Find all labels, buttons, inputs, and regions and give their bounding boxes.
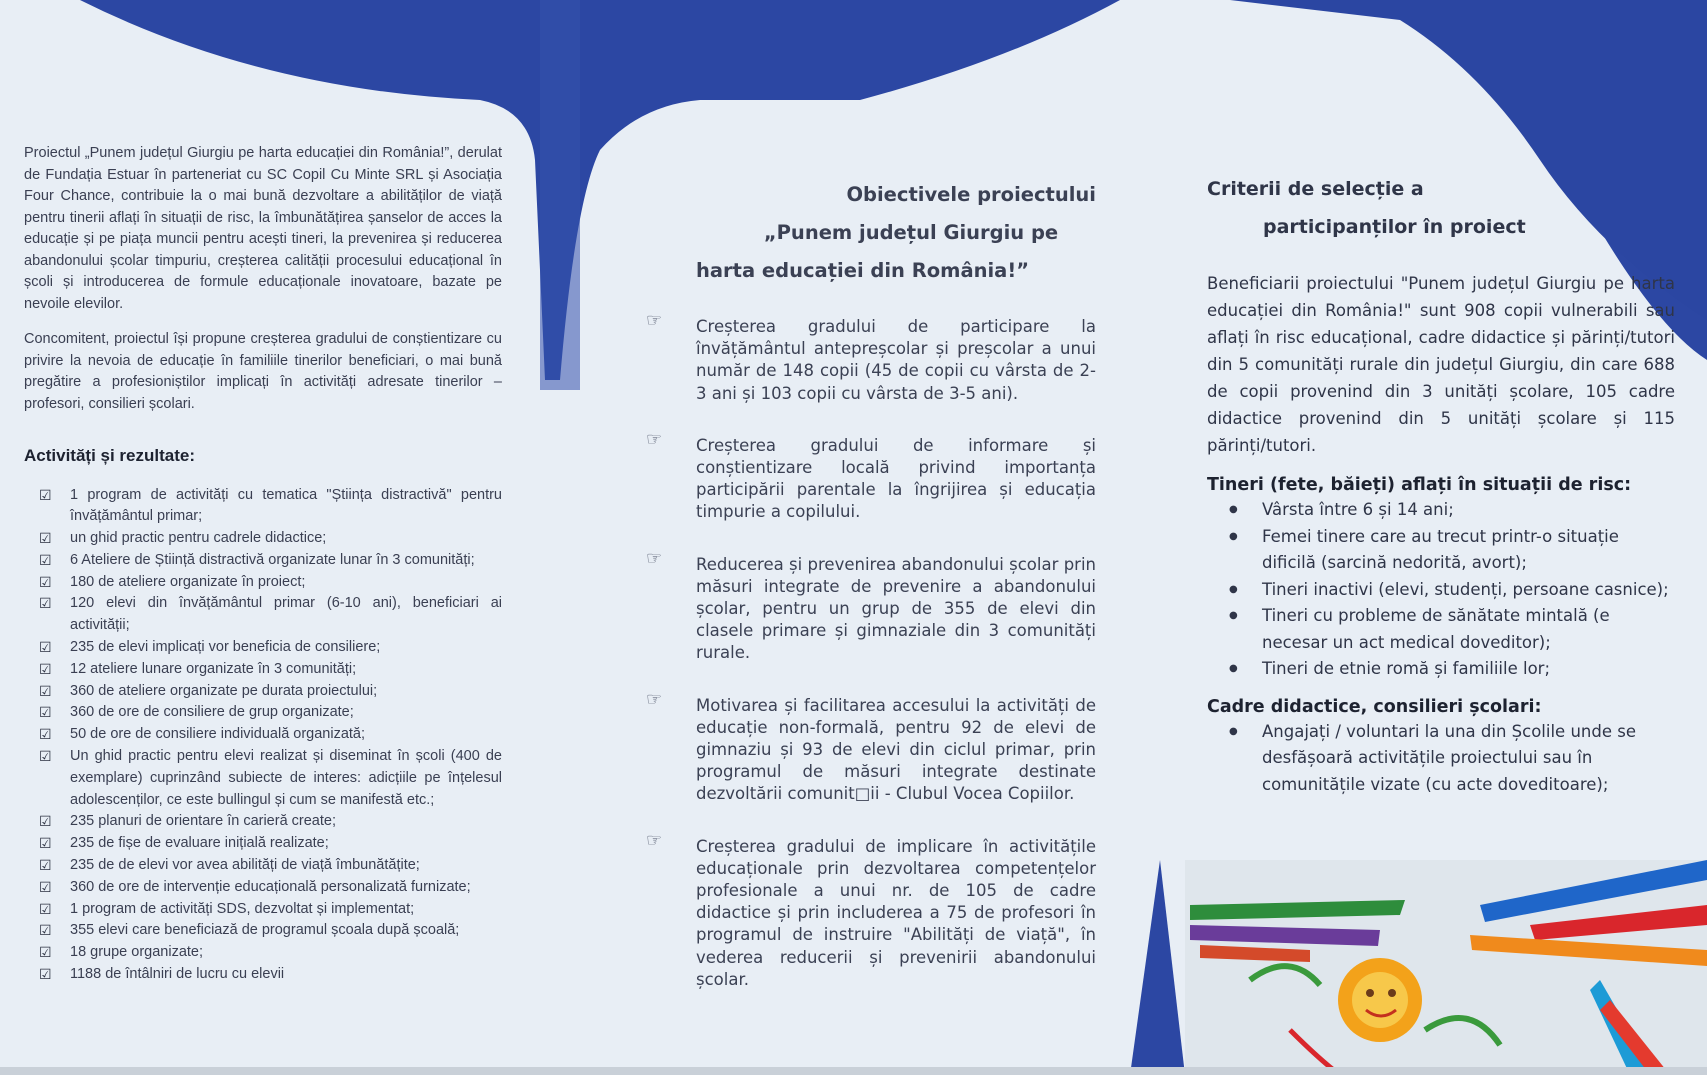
activity-item: ☑ 50 de ore de consiliere individuală organizată; — [24, 724, 502, 746]
activity-item: ☑ 12 ateliere lunare organizate în 3 comunități; — [24, 659, 502, 681]
criteria-title-line2: participanților în proiect — [1263, 216, 1526, 238]
bottom-strip — [0, 1067, 1707, 1075]
checkbox-icon: ☑ — [39, 835, 52, 852]
project-intro: Proiectul „Punem județul Giurgiu pe harta educației din România!”, derulat de Fundația Estuar în parteneriat cu SC Copil Cu Minte SRL și Asociația Four Chance, contribuie la o mai bună dezvoltare a abilităților de viață pentru tinerii aflați în situații de risc, la îmbunătățirea șanselor de acces la educație și pe piața muncii pentru acești tineri, la prevenirea și reducerea abandonului școlar timpuriu, creșterea calității procesului educațional în școli și introducerea de formule educaționale inovatoare, bazate pe nevoile elevilor. — [24, 145, 502, 312]
checkbox-icon: ☑ — [39, 682, 52, 699]
project-concomitent: Concomitent, proiectul își propune creșterea gradului de conștientizare cu privire la nevoia de educație în familiile tinerilor beneficiari, o mai bună pregătire a profesioniștilor implicați în activități adresate tinerilor – profesori, consilieri școlari. — [24, 331, 502, 412]
activity-item: ☑ 6 Ateliere de Știință distractivă organizate lunar în 3 comunități; — [24, 550, 502, 572]
pointing-hand-icon: ☞ — [646, 428, 663, 450]
pointing-hand-icon: ☞ — [646, 547, 663, 569]
activity-item: ☑ 235 de fișe de evaluare inițială realizate; — [24, 833, 502, 855]
activity-item: ☑ 235 de de elevi vor avea abilități de viață îmbunătățite; — [24, 855, 502, 877]
left-panel — [24, 143, 502, 986]
activity-item: ☑ 360 de ateliere organizate pe durata proiectului; — [24, 681, 502, 703]
activities-heading: Activități și rezultate: — [24, 446, 195, 465]
checkbox-icon: ☑ — [39, 660, 52, 677]
activity-item: ☑ Un ghid practic pentru elevi realizat și diseminat în școli (400 de exemplare) cuprinzând subiecte de interes: adicțiile pe înțelesul adolescenților, ce este bullingul și cum se manifestă etc.; — [39, 748, 502, 808]
objective-item: ☞ Reducerea și prevenirea abandonului școlar prin măsuri integrate de prevenire a abandonului școlar, pentru un grup de 355 de elevi din clasele primare și gimnaziale din 3 comunități rurale. — [646, 547, 1096, 663]
youth-item: ● Tineri de etnie romă și familiile lor; — [1207, 656, 1675, 683]
beneficiaries-intro: Beneficiarii proiectului "Punem județul Giurgiu pe harta educației din România!" sunt 908 copii vulnerabili sau aflați în risc educațional, cadre didactice și părinți/tutori din 5 comunități rurale din județul Giurgiu, din care 688 de copii provenind din 3 unități școlare, 105 cadre didactice provenind din 5 unități școlare și 115 părinți/tutori. — [1207, 274, 1675, 455]
pointing-hand-icon: ☞ — [646, 310, 663, 331]
objective-item: ☞ Motivarea și facilitarea accesului la activități de educație non-formală, pentru 92 de elevi de gimnaziu și 93 de elevi din ciclul primar, prin programul de măsuri integrate destinate dezvoltării comunit□ii - Clubul Vocea Copiilor. — [646, 688, 1096, 804]
activity-item: ☑ 235 planuri de orientare în carieră create; — [24, 811, 502, 833]
activity-item: ☑ 1 program de activități cu tematica "Știința distractivă" pentru învățământul primar; — [39, 486, 502, 525]
criteria-title-line1: Criterii de selecție a — [1207, 178, 1424, 200]
youth-heading: Tineri (fete, băieți) aflați în situații de risc: — [1207, 475, 1632, 495]
activity-item: ☑ 360 de ore de consiliere de grup organizate; — [24, 702, 502, 724]
activity-item: ☑ 1 program de activități SDS, dezvoltat și implementat; — [24, 899, 502, 921]
checkbox-icon: ☑ — [39, 748, 52, 765]
middle-panel — [646, 180, 1096, 991]
activity-item: ☑ un ghid practic pentru cadrele didactice; — [24, 528, 502, 550]
activity-item: ☑ 235 de elevi implicați vor beneficia de consiliere; — [24, 637, 502, 659]
youth-item: ● Vârsta între 6 și 14 ani; — [1207, 497, 1675, 524]
checkbox-icon: ☑ — [39, 530, 52, 547]
objective-item: ☞ Creșterea gradului de participare la învățământul antepreșcolar și preșcolar a unui număr de 148 copii (45 de copii cu vârsta de 2-3 ani și 103 copii cu vârsta de 3-5 ani). — [646, 310, 1096, 403]
center-fold — [540, 0, 580, 390]
checkbox-icon: ☑ — [39, 726, 52, 743]
youth-item: ● Femei tinere care au trecut printr-o situație dificilă (sarcină nedorită, avort); — [1207, 524, 1675, 577]
objectives-title-line2: „Punem județul Giurgiu pe — [763, 221, 1059, 244]
activity-item: ☑ 1188 de întâlniri de lucru cu elevii — [24, 964, 502, 986]
checkbox-icon: ☑ — [39, 486, 52, 503]
objective-item: ☞ Creșterea gradului de informare și conștientizare locală privind importanța participării parentale la îngrijirea și educația timpurie a copilului. — [646, 428, 1096, 522]
objectives-title-line3: harta educației din România!” — [696, 259, 1030, 282]
teachers-item: ● Angajați / voluntari la una din Școlile unde se desfășoară activitățile proiectului sau în comunitățile vizate (cu acte doveditoare); — [1207, 719, 1675, 799]
youth-list — [1207, 497, 1675, 683]
pointing-hand-icon: ☞ — [646, 688, 663, 710]
objectives-title-line1: Obiectivele proiectului — [846, 183, 1096, 206]
youth-item: ● Tineri cu probleme de sănătate mintală (e necesar un act medical doveditor); — [1207, 603, 1675, 656]
right-panel — [1207, 174, 1675, 798]
checkbox-icon: ☑ — [39, 573, 52, 590]
pencils-illustration — [1185, 860, 1707, 1075]
teachers-heading: Cadre didactice, consilieri școlari: — [1207, 696, 1542, 717]
checkbox-icon: ☑ — [39, 704, 52, 721]
activities-list — [24, 485, 502, 986]
teachers-list — [1207, 719, 1675, 799]
checkbox-icon: ☑ — [39, 878, 52, 895]
checkbox-icon: ☑ — [39, 966, 52, 983]
checkbox-icon: ☑ — [39, 900, 52, 917]
checkbox-icon: ☑ — [39, 944, 52, 961]
checkbox-icon: ☑ — [39, 813, 52, 830]
activity-item: ☑ 355 elevi care beneficiază de programul școala după școală; — [24, 920, 502, 942]
checkbox-icon: ☑ — [39, 595, 52, 612]
activity-item: ☑ 120 elevi din învățământul primar (6-10 ani), beneficiari ai activității; — [39, 595, 502, 634]
checkbox-icon: ☑ — [39, 639, 52, 656]
checkbox-icon: ☑ — [39, 551, 52, 568]
checkbox-icon: ☑ — [39, 922, 52, 939]
activity-item: ☑ 360 de ore de intervenție educațională personalizată furnizate; — [24, 877, 502, 899]
activity-item: ☑ 180 de ateliere organizate în proiect; — [24, 572, 502, 594]
youth-item: ● Tineri inactivi (elevi, studenți, persoane casnice); — [1207, 577, 1675, 604]
pointing-hand-icon: ☞ — [646, 829, 663, 851]
checkbox-icon: ☑ — [39, 857, 52, 874]
activity-item: ☑ 18 grupe organizate; — [24, 942, 502, 964]
objective-item: ☞ Creșterea gradului de implicare în activitățile educaționale prin dezvoltarea competențelor profesionale a unui nr. de 105 de cadre didactice și prin includerea a 75 de profesori în programul de instruire "Abilități de viață", în vederea reducerii și prevenirii abandonului școlar. — [646, 829, 1096, 989]
